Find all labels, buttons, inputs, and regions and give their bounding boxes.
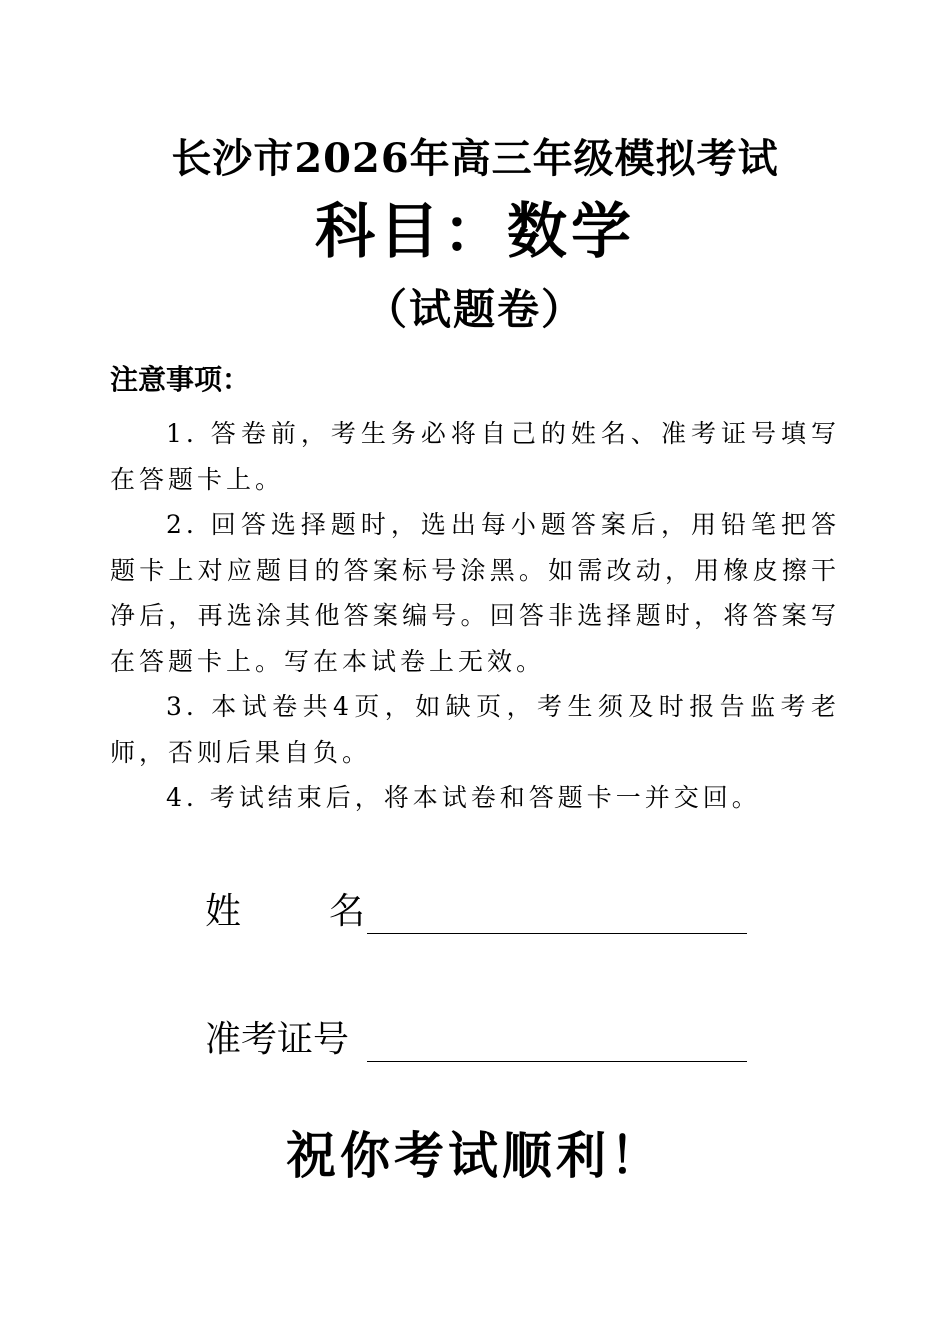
name-label — [205, 890, 365, 934]
note-item-4: 4. 考试结束后，将本试卷和答题卡一并交回。 — [166, 783, 761, 812]
exam-title: 长沙市2026年高三年级模拟考试 — [171, 135, 779, 182]
closing-message: 祝你考试顺利！ — [286, 1127, 664, 1185]
name-blank-line[interactable] — [367, 895, 747, 934]
note-item-3: 3. 本试卷共4页，如缺页，考生须及时报告监考老师，否则后果自负。 — [110, 692, 840, 767]
name-label-part1: 姓 — [205, 891, 242, 932]
name-field-row — [205, 890, 747, 934]
exam-id-blank-line[interactable] — [367, 1023, 747, 1062]
note-item-1: 1. 答卷前，考生务必将自己的姓名、准考证号填写在答题卡上。 — [110, 419, 840, 494]
notes-heading: 注意事项： — [110, 363, 251, 396]
exam-id-label: 准考证号 — [205, 1019, 350, 1060]
subject-title: 科目：数学 — [315, 197, 635, 267]
exam-id-field-row — [205, 1018, 747, 1062]
paper-type: （试题卷） — [364, 285, 585, 334]
name-label-part2: 名 — [328, 891, 365, 932]
notes-list — [110, 411, 840, 821]
note-item-2: 2. 回答选择题时，选出每小题答案后，用铅笔把答题卡上对应题目的答案标号涂黑。如需改动，用橡皮擦干净后，再选涂其他答案编号。回答非选择题时，将答案写在答题卡上。写在本试卷上无效。 — [110, 510, 840, 676]
